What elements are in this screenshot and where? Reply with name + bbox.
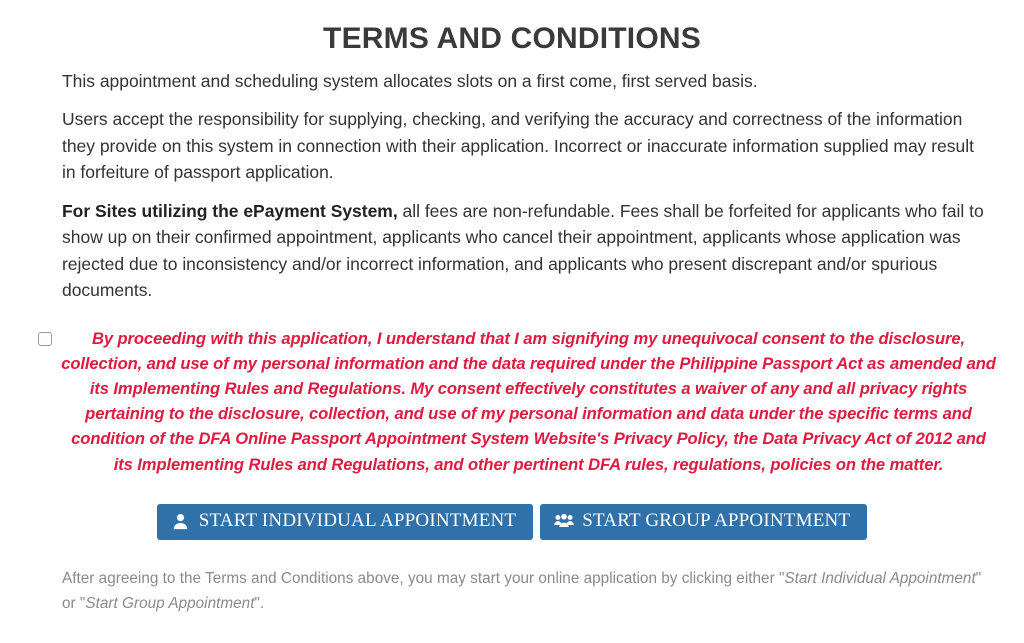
footer-quoted-group: Start Group Appointment [85, 594, 255, 612]
users-icon [554, 513, 574, 530]
start-group-appointment-label: START GROUP APPOINTMENT [582, 509, 851, 531]
footer-part-1: After agreeing to the Terms and Conditions above, you may start your online application by clicking either " [62, 569, 785, 587]
footer-instructions [0, 566, 1024, 616]
terms-content [0, 68, 1024, 304]
paragraph-user-responsibility: Users accept the responsibility for supplying, checking, and verifying the accuracy and correctness of the information they provide on this system in connection with their application. Incorrect or inaccurate information supplied may result in forfeiture of passport application. [62, 109, 974, 182]
epayment-rest-text: all fees are non-refundable. Fees shall be forfeited for applicants who fail to show up on their confirmed appointment, applicants who cancel their appointment, applicants whose application was rejected due to inconsistency and/or incorrect information, and applicants who present discrepant and/or spurious documents. [62, 200, 984, 300]
footer-quoted-individual: Start Individual Appointment [784, 569, 976, 587]
footer-part-2: " or " [62, 569, 982, 612]
paragraph-epayment-refund-policy [62, 198, 991, 304]
page-title: TERMS AND CONDITIONS [323, 22, 701, 55]
appointment-buttons [0, 504, 1024, 540]
epayment-bold-lead: For Sites utilizing the ePayment System, [62, 200, 398, 221]
start-individual-appointment-label: START INDIVIDUAL APPOINTMENT [198, 509, 517, 531]
start-individual-appointment-button[interactable] [157, 504, 534, 540]
start-group-appointment-button[interactable] [540, 504, 867, 540]
consent-row [0, 326, 1024, 477]
paragraph-first-come-basis: This appointment and scheduling system allocates slots on a first come, first served basis. [62, 70, 758, 91]
consent-checkbox[interactable] [38, 332, 52, 346]
user-icon [171, 513, 191, 530]
footer-part-3: ". [254, 594, 265, 612]
consent-text: By proceeding with this application, I understand that I am signifying my unequivocal consent to the disclosure, collection, and use of my personal information and the data required under the Philippine Passport Act as amended and its Implementing Rules and Regulations. My consent effectively constitutes a waiver of any and all privacy rights pertaining to the disclosure, collection, and use of my personal information and data under the specific terms and condition of the DFA Online Passport Appointment System Website's Privacy Policy, the Data Privacy Act of 2012 and its Implementing Rules and Regulations, and other pertinent DFA rules, regulations, policies on the matter. [61, 328, 996, 474]
